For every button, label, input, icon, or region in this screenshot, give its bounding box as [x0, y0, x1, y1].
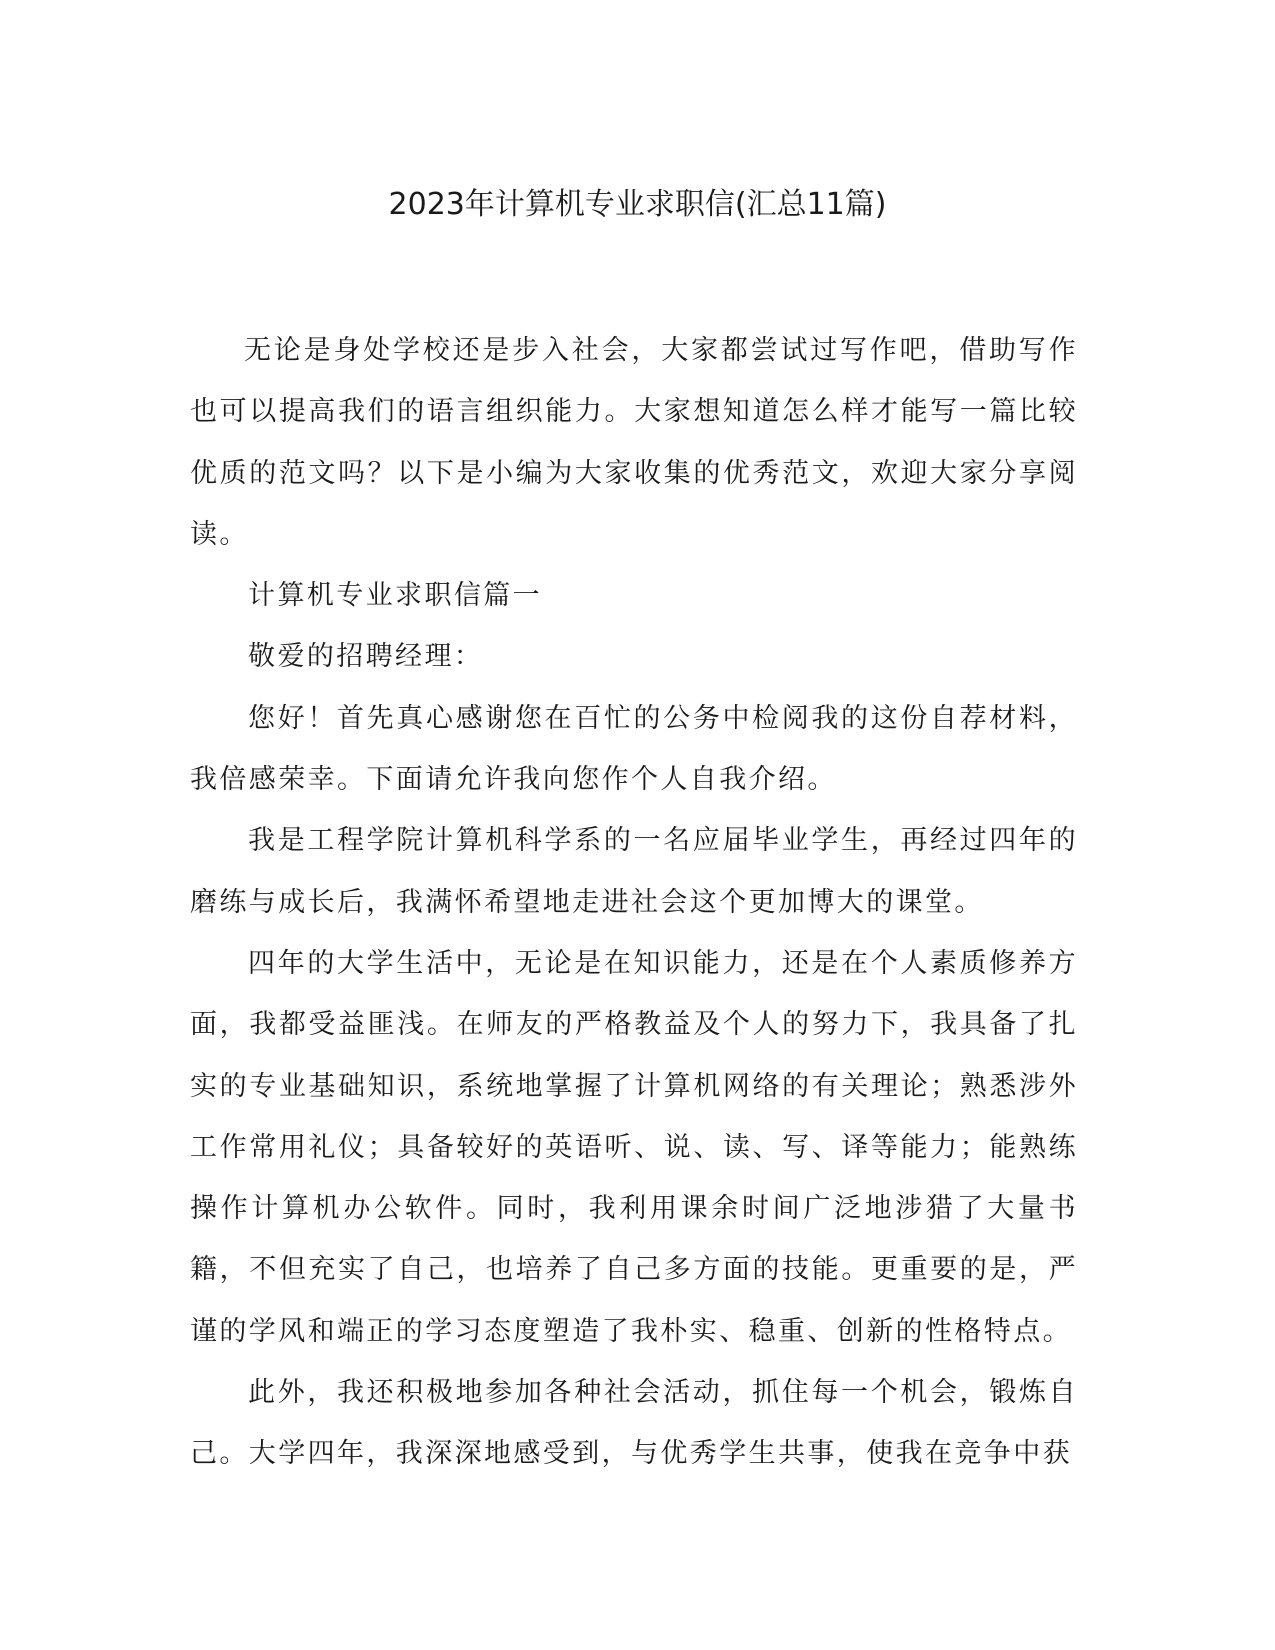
skills-paragraph: 四年的大学生活中，无论是在知识能力，还是在个人素质修养方面，我都受益匪浅。在师友的严格教益及个人的努力下，我具备了扎实的专业基础知识，系统地掌握了计算机网络的有关理论；熟悉涉外工作常用礼仪；具备较好的英语听、说、读、写、译等能力；能熟练操作计算机办公软件。同时，我利用课余时间广泛地涉猎了大量书籍，不但充实了自己，也培养了自己多方面的技能。更重要的是，严谨的学风和端正的学习态度塑造了我朴实、稳重、创新的性格特点。: [190, 947, 1078, 1347]
self-intro-paragraph: 我是工程学院计算机科学系的一名应届毕业学生，再经过四年的磨练与成长后，我满怀希望地走进社会这个更加博大的课堂。: [190, 825, 1078, 918]
document-body: [190, 320, 1078, 1485]
section-heading: 计算机专业求职信篇一: [248, 580, 543, 612]
document-title: 2023年计算机专业求职信(汇总11篇): [388, 187, 887, 222]
intro-paragraph: 无论是身处学校还是步入社会，大家都尝试过写作吧，借助写作也可以提高我们的语言组织能力。大家想知道怎么样才能写一篇比较优质的范文吗？以下是小编为大家收集的优秀范文，欢迎大家分享阅读。: [190, 335, 1078, 550]
activities-paragraph: 此外，我还积极地参加各种社会活动，抓住每一个机会，锻炼自己。大学四年，我深深地感受到，与优秀学生共事，使我在竞争中获: [190, 1377, 1078, 1470]
salutation: 敬爱的招聘经理：: [248, 641, 484, 673]
greeting-paragraph: 您好！首先真心感谢您在百忙的公务中检阅我的这份自荐材料，我倍感荣幸。下面请允许我向您作个人自我介绍。: [190, 702, 1078, 796]
